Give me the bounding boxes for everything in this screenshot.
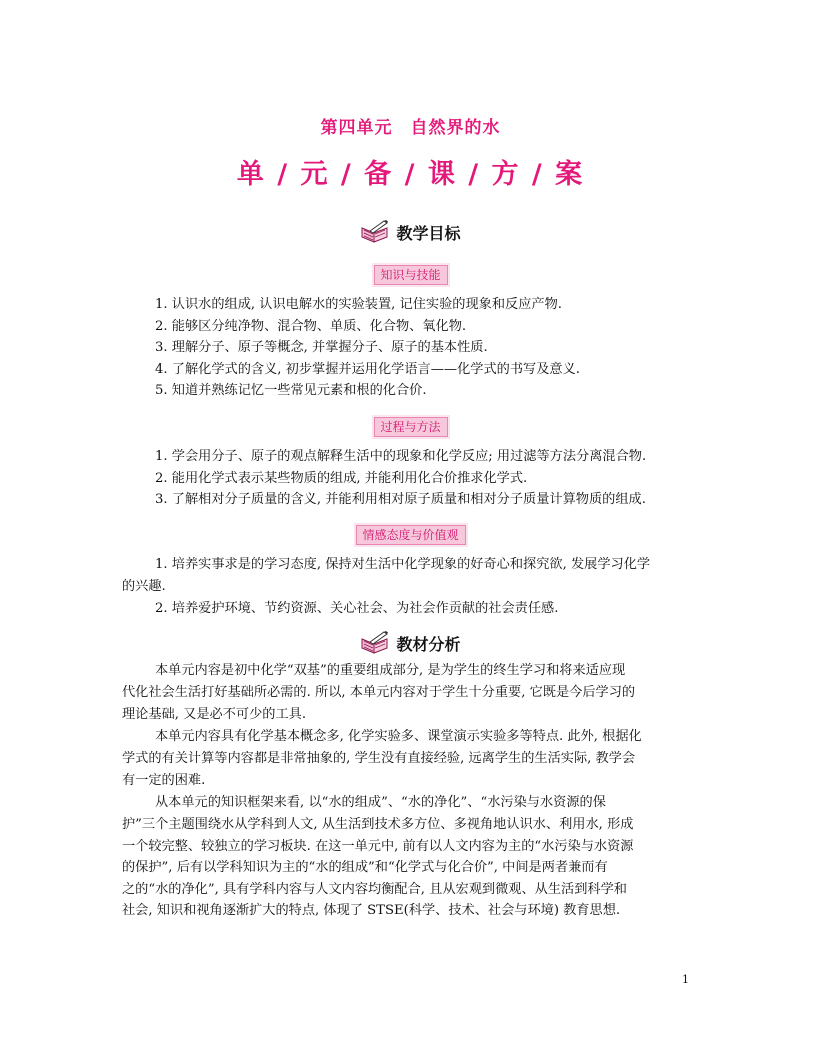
list-item: 3. 理解分子、原子等概念, 并掌握分子、原子的基本性质. (155, 340, 488, 355)
page-number: 1 (682, 973, 689, 986)
text-line: 一个较完整、较独立的学习板块. 在这一单元中, 前有以人文内容为主的“水污染与水资源 (122, 838, 634, 854)
text-line: 之的“水的净化”, 具有学科内容与人文内容均衡配合, 且从宏观到微观、从生活到科学和 (122, 881, 627, 897)
list-item: 3. 了解相对分子质量的含义, 并能利用相对原子质量和相对分子质量计算物质的组成. (155, 492, 646, 507)
analysis-paragraph-1-cont (122, 682, 662, 725)
book-pen-icon (360, 631, 390, 655)
text-line: 有一定的困难. (122, 772, 206, 788)
list-item: 2. 能用化学式表示某些物质的组成, 并能利用化合价推求化学式. (155, 470, 528, 486)
badge-attitude-values: 情感态度与价值观 (355, 525, 465, 545)
attitude-list (155, 554, 695, 576)
list-item: 5. 知道并熟练记忆一些常见元素和根的化合价. (155, 383, 427, 398)
unit-title: 第四单元 自然界的水 (320, 118, 501, 138)
text-line: 护”三个主题围绕水从学科到人文, 从生活到技术多方位、多视角地认识水、利用水, 形成 (122, 817, 634, 832)
analysis-paragraph-2-cont (122, 748, 662, 791)
text-line: 从本单元的知识框架来看, 以“水的组成”、“水的净化”、“水污染与水资源的保 (155, 795, 606, 810)
attitude-list-continued (122, 576, 662, 598)
book-pen-icon (360, 220, 390, 244)
badge-process-method: 过程与方法 (373, 417, 447, 437)
section-heading-label: 教学目标 (396, 223, 461, 243)
analysis-paragraph-3 (155, 792, 695, 814)
list-item: 2. 能够区分纯净物、混合物、单质、化合物、氧化物. (155, 318, 467, 334)
section-heading-label: 教材分析 (396, 634, 461, 654)
text-line: 本单元内容具有化学基本概念多, 化学实验多、课堂演示实验多等特点. 此外, 根据化 (155, 729, 642, 744)
analysis-paragraph-2 (155, 726, 695, 748)
attitude-list-2 (155, 598, 695, 620)
list-item: 1. 认识水的组成, 认识电解水的实验装置, 记住实验的现象和反应产物. (155, 297, 562, 312)
text-line: 学式的有关计算等内容都是非常抽象的, 学生没有直接经验, 远离学生的生活实际, 教学会 (122, 751, 636, 766)
analysis-paragraph-1 (155, 660, 695, 682)
analysis-paragraph-3-cont (122, 814, 662, 922)
list-item: 2. 培养爱护环境、节约资源、关心社会、为社会作贡献的社会责任感. (155, 601, 559, 616)
text-line: 理论基础, 又是必不可少的工具. (122, 706, 307, 722)
text-line: 的保护”, 后有以学科知识为主的“水的组成”和“化学式与化合价”, 中间是两者兼而有 (122, 860, 608, 875)
process-list (155, 446, 695, 511)
section-heading-objectives (0, 220, 821, 244)
list-item: 4. 了解化学式的含义, 初步掌握并运用化学语言——化学式的书写及意义. (155, 361, 580, 377)
text-line: 代化社会生活打好基础所必需的. 所以, 本单元内容对于学生十分重要, 它既是今后学习的 (122, 685, 636, 700)
section-heading-analysis (0, 631, 821, 655)
text-line: 社会, 知识和视角逐渐扩大的特点, 体现了 STSE(科学、技术、社会与环境) 教育思想. (122, 903, 621, 918)
list-item: 1. 培养实事求是的学习态度, 保持对生活中化学现象的好奇心和探究欲, 发展学习化学 (155, 557, 651, 572)
list-item: 1. 学会用分子、原子的观点解释生活中的现象和化学反应; 用过滤等方法分离混合物. (155, 449, 647, 464)
plan-title: 单 / 元 / 备 / 课 / 方 / 案 (236, 159, 585, 190)
text-line: 本单元内容是初中化学“双基”的重要组成部分, 是为学生的终生学习和将来适应现 (155, 663, 626, 678)
badge-knowledge-skills: 知识与技能 (373, 265, 447, 285)
list-item-continued: 的兴趣. (122, 579, 166, 594)
knowledge-list (155, 294, 695, 402)
